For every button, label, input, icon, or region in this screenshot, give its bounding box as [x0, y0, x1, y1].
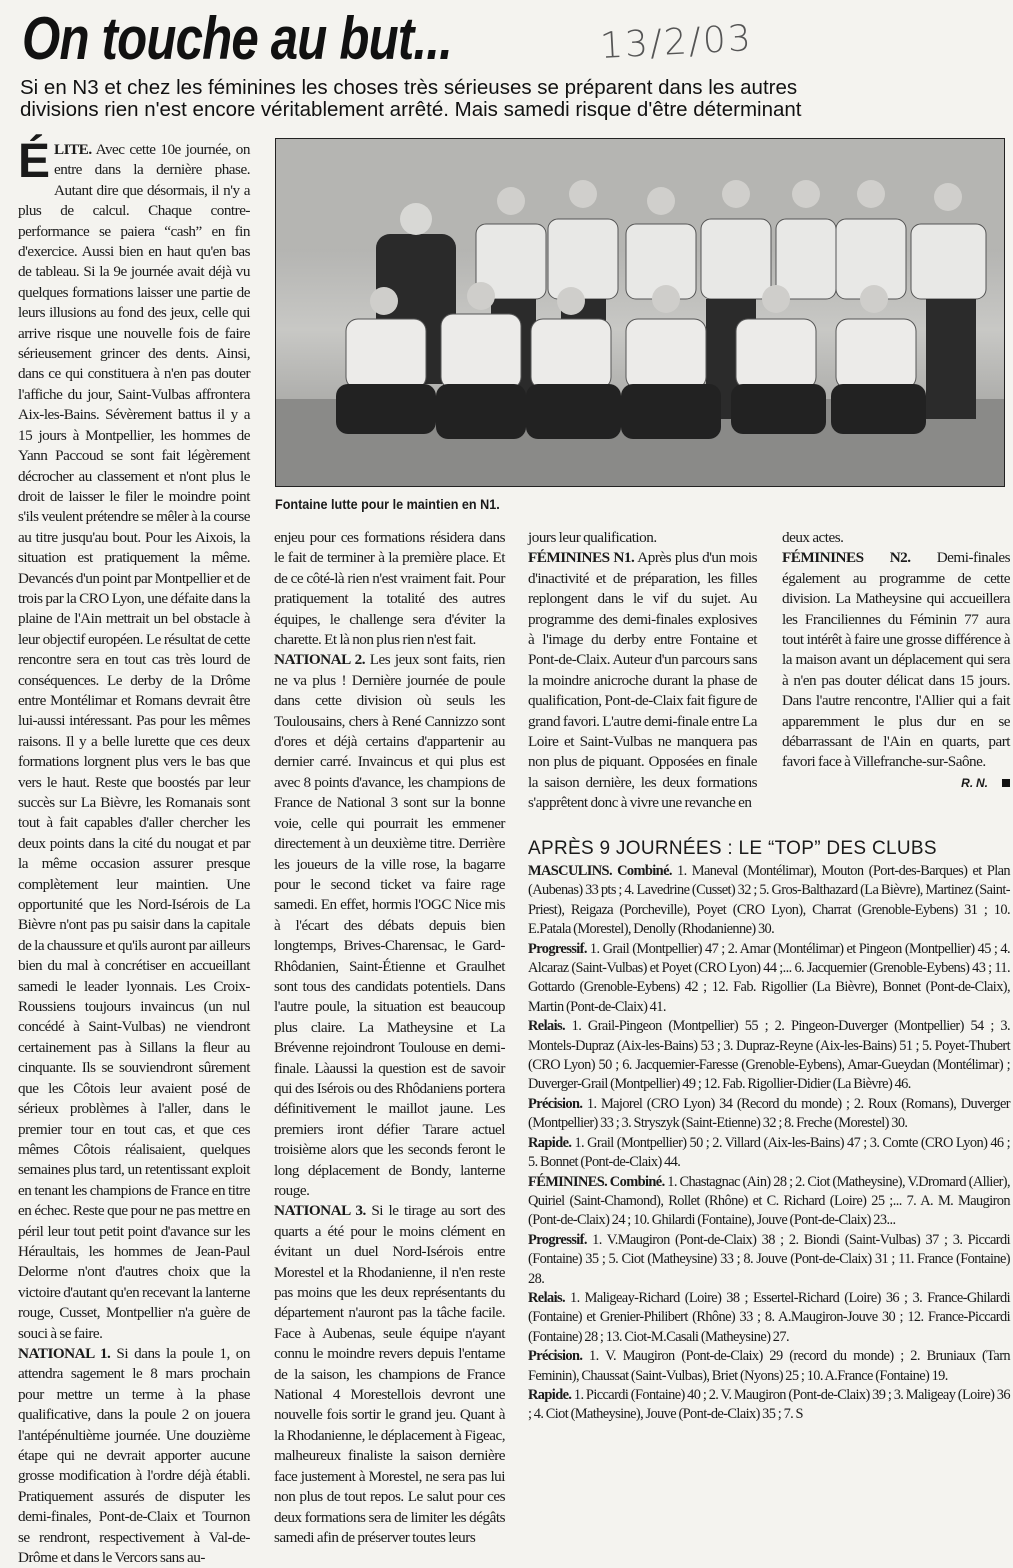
paragraph-text: deux actes.: [782, 529, 844, 546]
section-lead: NATIONAL 3.: [274, 1202, 366, 1220]
article-column-4: [782, 528, 1010, 793]
author-signature: [782, 773, 1010, 793]
results-category: Progressif.: [528, 1231, 587, 1248]
section-lead: FÉMININES N1.: [528, 549, 635, 567]
paragraph-text: Demi-finales également au programme de cette division. La Matheysine qui accueillera les Franciliennes du Féminin 77 aura tout intérêt à faire une grosse différence à la maison avant un déplacement qui sera à n'en pas douter délicat dans 15 jours. Dans l'autre rencontre, l'Allier qui a fait apparemment le plus dur en se débarrassant de l'Ain en quarts, part favori face à Villefranche-sur-Saône.: [782, 549, 1010, 771]
results-category: Rapide.: [528, 1386, 572, 1403]
results-entry: [528, 1173, 1010, 1231]
paragraph-text: Après plus d'un mois d'inactivité et de préparation, les filles replongent dans le vif du sujet. Au programme des demi-finales explosives à l'image du derby entre Fontaine et Pont-de-Claix. Auteur d'un parcours sans la moindre anicroche durant la phase de qualification, Pont-de-Claix fait figure de grand favori. L'autre demi-finale entre La Loire et Saint-Vulbas ne manquera pas non plus de piquant. Opposées en finale la saison dernière, les deux formations s'apprêtent donc à vivre une revanche en: [528, 549, 758, 812]
article-column-3: [528, 528, 757, 814]
results-category: Relais.: [528, 1289, 565, 1306]
subtitle-line: divisions rien n'est encore véritablement arrêté. Mais samedi risque d'être déterminant: [20, 98, 802, 121]
paragraph-text: Si dans la poule 1, on attendra sagement le 8 mars prochain pour mettre un terme à la phase qualificative, dans la poule 2 on jouera l'antépénultième journée. Une douzième étape qui ne devrait apporter aucune grosse modification à l'ordre déjà établi. Pratiquement assurés de disputer les demi-finales, Pont-de-Claix et Tournon se rendront, respectivement à Val-de-Drôme et dans le Vercors sans au-: [18, 1344, 250, 1567]
results-text: 1. V.Maugiron (Pont-de-Claix) 38 ; 2. Biondi (Saint-Vulbas) 37 ; 3. Piccardi (Fontaine) 35 ; 5. Ciot (Matheysine) 33 ; 8. Jouve (Pont-de-Claix) 31 ; 11. France (Fontaine) 28.: [528, 1231, 1010, 1287]
signature-text: R. N.: [961, 775, 988, 790]
article-column-2: [274, 528, 505, 1548]
results-category: Rapide.: [528, 1134, 572, 1151]
results-entry: [528, 1017, 1010, 1095]
results-entry: [528, 1289, 1010, 1347]
results-box: [528, 838, 1010, 1425]
paragraph-text: Les jeux sont faits, rien ne va plus ! Dernière journée de poule dans cette division où seuls les Toulousains, chers à René Cannizzo sont d'ores et déjà certains d'appartenir au dernier carré. Invaincus et qui plus est avec 8 points d'avance, les champions de France de National 3 sont sur la bonne voie, celle qui pourrait les emmener directement à un deuxième titre. Derrière les joueurs de la ville rose, la bagarre pour le second ticket va faire rage samedi. En effet, hormis l'OGC Nice mis à l'écart des débats depuis bien longtemps, Brives-Charensac, le Gard-Rhôdanien, Saint-Étienne et Graulhet sont tous des candidats potentiels. Dans l'autre poule, la situation est beaucoup plus claire. La Matheysine et La Brévenne rejoindront Toulouse en demi-finale. Làaussi la question est de savoir qui des Isérois ou des Rhôdaniens portera définitivement le maillot jaune. Les premiers iront défier Tarare actuel troisième alors que les seconds feront le long déplacement de Bondy, lanterne rouge.: [274, 651, 506, 1199]
section-lead: NATIONAL 2.: [274, 651, 365, 669]
results-category: Précision.: [528, 1348, 583, 1365]
results-category: Précision.: [528, 1095, 583, 1112]
results-entry: [528, 1231, 1010, 1289]
results-text: 1. Majorel (CRO Lyon) 34 (Record du monde) ; 2. Roux (Romans), Duverger (Montpellier) 33 ; 3. Stryszyk (Saint-Etienne) 32 ; 8. Freche (Morestel) 30.: [528, 1095, 1010, 1132]
section-lead: NATIONAL 1.: [18, 1344, 111, 1362]
results-entry: [528, 1347, 1010, 1386]
results-title: APRÈS 9 JOURNÉES : LE “TOP” DES CLUBS: [528, 838, 937, 859]
results-text: 1. V. Maugiron (Pont-de-Claix) 29 (record du monde) ; 2. Bruniaux (Tarn Feminin), Chaussat (Saint-Vulbas), Briet (Nyons) 25 ; 10. A.France (Fontaine) 19.: [528, 1348, 1010, 1384]
results-entry: [528, 862, 1010, 940]
results-entry: [528, 1095, 1010, 1134]
paragraph-text: jours leur qualification.: [528, 529, 657, 546]
section-lead: FÉMININES N2.: [782, 549, 911, 567]
results-category: MASCULINS. Combiné.: [528, 863, 672, 879]
handwritten-date: 13/2/03: [599, 18, 754, 67]
section-lead: LITE.: [54, 141, 92, 158]
results-text: 1. Piccardi (Fontaine) 40 ; 2. V. Maugiron (Pont-de-Claix) 39 ; 3. Maligeay (Loire) 36 ; 4. Ciot (Matheysine), Jouve (Pont-de-Claix) 35 ; 7. S: [528, 1386, 1010, 1423]
drop-cap: É: [18, 135, 51, 188]
results-entry: [528, 1134, 1010, 1173]
subtitle-line: Si en N3 et chez les féminines les choses très sérieuses se préparent dans les autres: [20, 76, 798, 99]
results-text: 1. Chastagnac (Ain) 28 ; 2. Ciot (Matheysine), V.Dromard (Allier), Quiriel (Saint-Chamond), Rollet (Rhône) et C. Richard (Loire) 25 ;... 7. A. M. Maugiron (Pont-de-Claix) 24 ; 10. Ghilardi (Fontaine), Jouve (Pont-de-Claix) 23...: [528, 1173, 1011, 1229]
results-category: FÉMININES. Combiné.: [528, 1173, 665, 1190]
team-photo: [275, 138, 1005, 487]
results-text: 1. Grail (Montpellier) 47 ; 2. Amar (Montélimar) et Pingeon (Montpellier) 45 ; 4. Alcaraz (Saint-Vulbas) et Poyet (CRO Lyon) 44 ;... 6. Jacquemier (Grenoble-Eybens) 43 ; 11. Gottardo (Grenoble-Eybens) 42 ; 12. Fab. Rigollier (La Bièvre), Bonnet (Pont-de-Claix), Martin (Pont-de-Claix) 41.: [528, 940, 1010, 1015]
results-entry: [528, 940, 1010, 1018]
results-text: 1. Maneval (Montélimar), Mouton (Port-des-Barques) et Plan (Aubenas) 33 pts ; 4. Lavedrine (Cusset) 32 ; 5. Gros-Balthazard (La Bièvre), Martinez (Saint-Priest), Reigaza (Porcheville), Poyet (CRO Lyon), Charrat (Grenoble-Eybens) 31 ; 10. E.Patala (Morestel), Denolly (Rhodanienne) 30.: [528, 863, 1010, 938]
results-text: 1. Grail-Pingeon (Montpellier) 55 ; 2. Pingeon-Duverger (Montpellier) 54 ; 3. Montels-Dupraz (Aix-les-Bains) 53 ; 3. Dupraz-Reyne (Aix-les-Bains) 51 ; 5. Poyet-Thubert (CRO Lyon) 50 ; 6. Jacquemier-Faresse (Grenoble-Eybens), Amar-Gueydan (Montélimar) ; Duverger-Grail (Montpellier) 49 ; 12. Fab. Rigollier-Didier (La Bièvre) 46.: [528, 1018, 1010, 1093]
paragraph-text: Avec cette 10e journée, on entre dans la dernière phase. Autant dire que désormais, il n'y a plus de calcul. Chaque contre-performance se paiera “cash” en fin d'exercice. Aussi bien en haut qu'en bas de tableau. Si la 9e journée avait déjà vu quelques formations laisser une partie de leurs illusions au fond des jeux, celle qui arrive risque une nouvelle fois de faire sérieusement grincer des dents. Ainsi, dans ce qui constituera à n'en pas douter l'affiche du jour, Saint-Vulbas affrontera Aix-les-Bains. Sévèrement battus il y a 15 jours à Montpellier, les hommes de Yann Paccoud se sont fait légèrement décrocher au classement et n'ont plus le droit de laisser le filer le moindre point s'ils veulent prétendre se mêler à la course au titre jusqu'au bout. Pour les Aixois, la situation est pratiquement la même. Devancés d'un point par Montpellier et de trois par la CRO Lyon, une défaite dans la plaine de l'Ain mettrait un bel obstacle à leur objectif européen. Le résultat de cette rencontre sera en tout cas très lourd de conséquences. Le derby de la Drôme entre Montélimar et Romans devrait être lui-aussi intéressant. Pas pour les mêmes raisons. Il y a belle lurette que ces deux formations lorgnent plus vers le bas que vers le haut. Reste que boostés par leur succès sur La Bièvre, les Romanais sont tout à fait capables d'aller chercher les deux points dans la cité du nougat et par la même occasion assurer presque complètement leur maintien. Une opportunité que les Nord-Isérois de La Bièvre n'ont pas pu saisir dans la capitale de la chaussure et qu'ils auront par ailleurs bien du mal à concrétiser en accueillant samedi le leader lyonnais. Les Croix-Roussiens toujours invaincus (un nul concédé à Saint-Vulbas) ne viendront certainement pas à Sillans la fleur au cinquante. Ils se souviendront sûrement que les Côtois leur avaient posé de sérieux problèmes à l'aller, dans le premier tour en tout cas, et que ces mêmes Côtois réalisaient, quelques semaines plus tard, un retentissant exploit en tenant les champions de France en titre en échec. Reste que pour ne pas mettre en péril leur tout petit point d'avance sur les Héraultais, les hommes de Jean-Paul Delorme n'ont d'autres choix que la victoire d'autant qu'en recevant la lanterne rouge, Cusset, Montpellier n'a guère de souci à se faire.: [18, 141, 250, 1342]
results-category: Relais.: [528, 1018, 565, 1035]
results-text: 1. Grail (Montpellier) 50 ; 2. Villard (Aix-les-Bains) 47 ; 3. Comte (CRO Lyon) 46 ; 5. Bonnet (Pont-de-Claix) 44.: [528, 1134, 1010, 1171]
results-list: [528, 862, 1010, 1425]
photo-caption: Fontaine lutte pour le maintien en N1.: [275, 496, 500, 512]
end-mark-icon: [1002, 779, 1010, 787]
results-text: 1. Maligeay-Richard (Loire) 38 ; Essertel-Richard (Loire) 36 ; 3. France-Ghilardi (Fontaine) et Grenier-Philibert (Rhône) 33 ; 8. A.Maugiron-Jouve 30 ; 12. France-Piccardi (Fontaine) 28 ; 13. Ciot-M.Casali (Matheysine) 27.: [528, 1289, 1010, 1345]
paragraph-text: enjeu pour ces formations résidera dans le fait de terminer à la première place. Et de ce côté-là rien n'est vraiment fait. Pour pratiquement la totalité des autres équipes, le challenge sera d'éviter la charette. Et là non plus rien n'est fait.: [274, 529, 505, 649]
results-category: Progressif.: [528, 940, 587, 957]
article-headline: On touche au but...: [22, 5, 452, 72]
paragraph-text: Si le tirage au sort des quarts a été pour le moins clément en évitant un duel Nord-Isérois entre Morestel et la Rhodanienne, il n'en reste pas moins que les deux représentants du département n'auront pas la tâche facile. Face à Aubenas, seule équipe n'ayant connu le moindre revers depuis l'entame de la saison, les champions de France National 4 Morestellois devront une nouvelle fois sortir le grand jeu. Quant à la Rhodanienne, le déplacement à Figeac, malheureux finaliste la saison dernière face justement à Morestel, ne sera pas lui non plus de tout repos. Le salut pour ces deux formations sera de limiter les dégâts samedi afin de préserver toutes leurs: [274, 1202, 506, 1546]
article-column-1: [18, 135, 250, 1568]
team-photo-illustration: [276, 139, 1004, 486]
article-subtitle: [20, 77, 1013, 121]
results-entry: [528, 1386, 1010, 1425]
